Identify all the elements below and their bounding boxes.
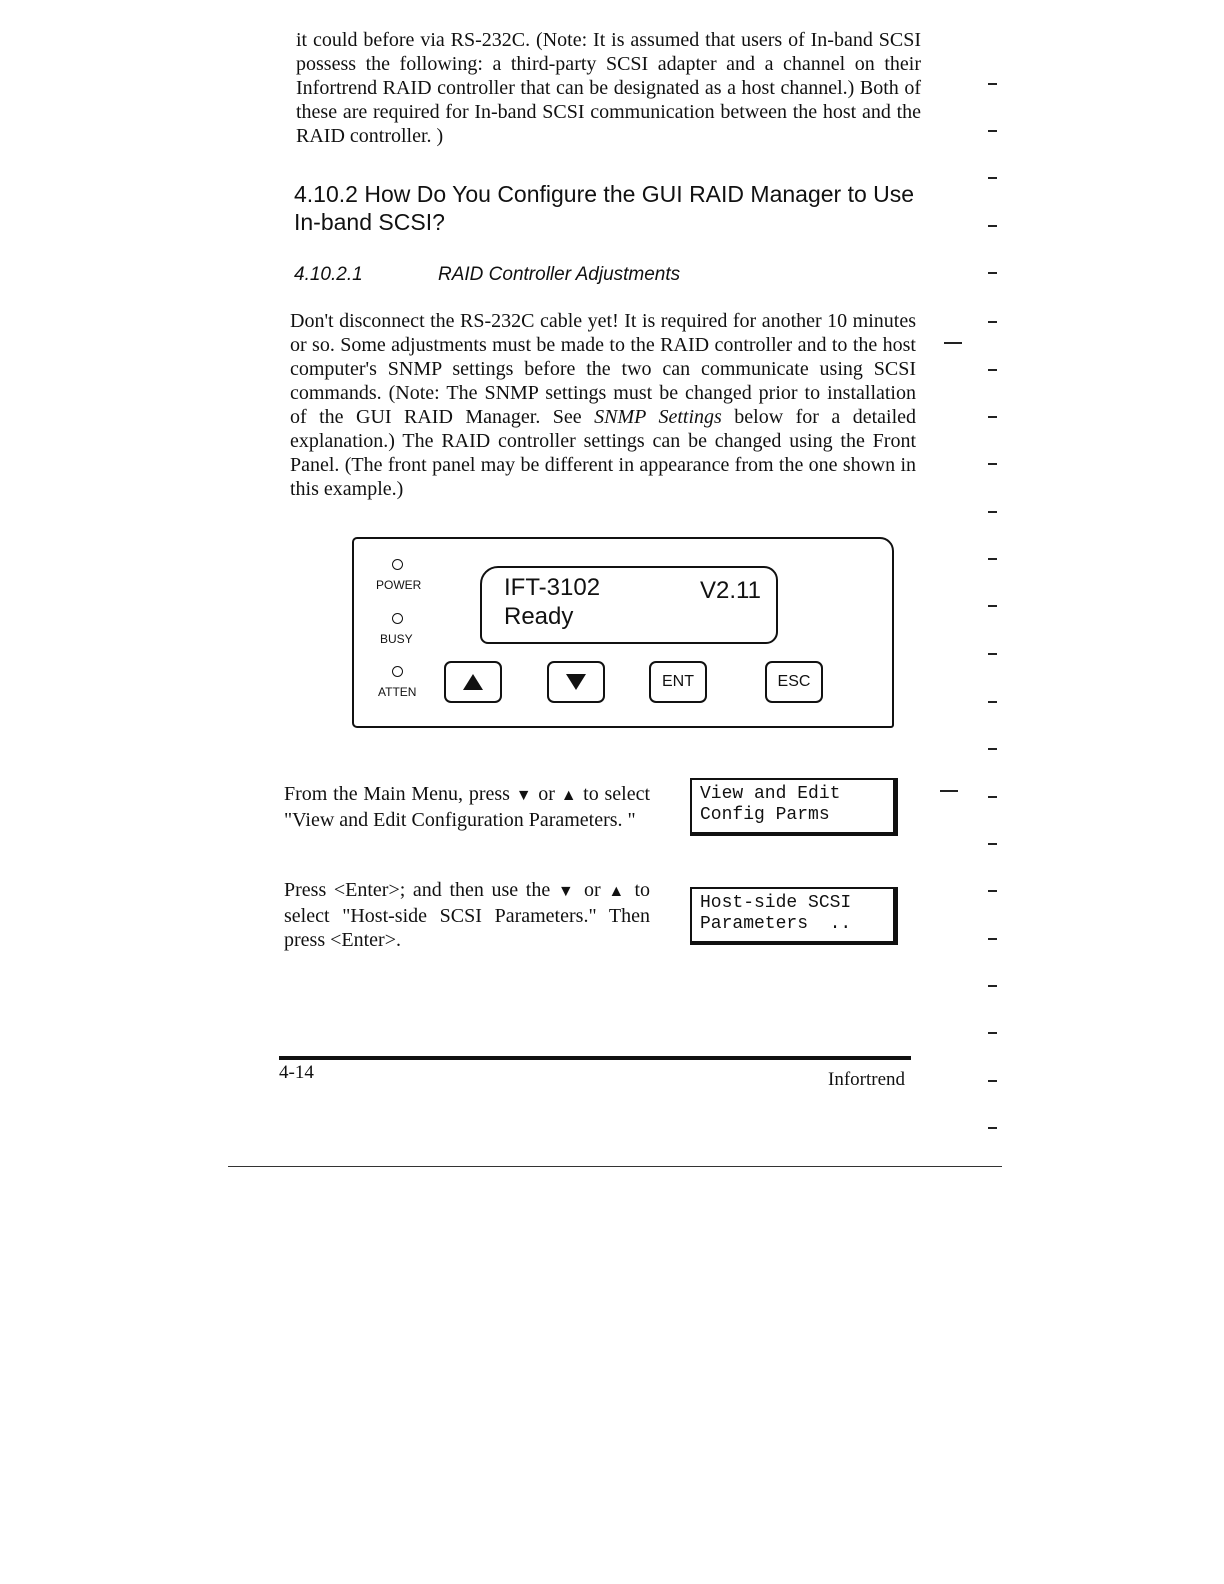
bottom-rule — [228, 1166, 1002, 1167]
lcd-version: V2.11 — [700, 577, 761, 604]
margin-mark — [988, 272, 997, 274]
main-paragraph-part1: Don't disconnect the RS-232C cable yet! It is required for another 10 minutes or so. Some adjustments must be made to the RAID controller and to the host computer's SNMP settings before the two can communicate using SCSI commands. (Note: The SNMP settings must be changed prior to installation of the GUI RAID Manager. See — [290, 310, 916, 428]
power-led — [392, 559, 403, 570]
margin-mark — [988, 511, 997, 513]
margin-mark — [988, 225, 997, 227]
footer-rule — [279, 1056, 911, 1060]
step1-text — [284, 782, 650, 832]
margin-mark — [988, 605, 997, 607]
snmp-settings-reference: SNMP Settings — [594, 406, 722, 428]
busy-label: BUSY — [380, 632, 413, 646]
step1-before: From the Main Menu, press — [284, 783, 510, 805]
down-arrow-icon: ▼ — [557, 883, 577, 900]
margin-mark — [940, 790, 958, 792]
margin-mark — [988, 985, 997, 987]
lcd-display — [480, 566, 778, 644]
step2-mid: or — [584, 879, 601, 901]
power-label: POWER — [376, 578, 422, 592]
subsection-number: 4.10.2.1 — [294, 264, 363, 285]
margin-mark — [988, 1080, 997, 1082]
margin-mark — [988, 938, 997, 940]
step2-text — [284, 878, 650, 952]
step1-mid: or — [538, 783, 555, 805]
down-arrow-icon: ▼ — [515, 787, 533, 804]
margin-mark — [988, 748, 997, 750]
main-paragraph — [290, 309, 916, 501]
margin-mark — [988, 321, 997, 323]
margin-mark — [988, 177, 997, 179]
margin-mark — [944, 342, 962, 344]
down-button[interactable] — [547, 661, 605, 703]
margin-mark — [988, 1032, 997, 1034]
ent-button[interactable]: ENT — [649, 661, 707, 703]
margin-mark — [988, 653, 997, 655]
up-arrow-icon: ▲ — [608, 883, 627, 900]
lcd-status: Ready — [504, 603, 574, 630]
margin-mark — [988, 843, 997, 845]
busy-led — [392, 613, 403, 624]
step2-after: to select "Host-side SCSI Parameters." Then press <Enter>. — [284, 879, 651, 951]
down-arrow-icon — [566, 674, 586, 690]
margin-mark — [988, 83, 997, 85]
margin-mark — [988, 558, 997, 560]
up-button[interactable] — [444, 661, 502, 703]
esc-button[interactable]: ESC — [765, 661, 823, 703]
margin-mark — [988, 796, 997, 798]
atten-led — [392, 666, 403, 677]
subsection-heading — [294, 264, 680, 286]
atten-label: ATTEN — [378, 685, 417, 699]
margin-mark — [988, 463, 997, 465]
footer-company: Infortrend — [828, 1069, 906, 1090]
page-number: 4-14 — [279, 1062, 314, 1083]
front-panel — [352, 537, 894, 728]
subsection-title: RAID Controller Adjustments — [438, 264, 681, 285]
intro-paragraph: it could before via RS-232C. (Note: It is assumed that users of In-band SCSI possess the following: a third-party SCSI adapter and a channel on their Infortrend RAID controller that can be designated as a host channel.) Both of these are required for In-band SCSI communication between the host and the RAID controller. ) — [296, 29, 921, 147]
up-arrow-icon: ▲ — [560, 787, 578, 804]
lcd-host-side-scsi: Host-side SCSI Parameters .. — [690, 887, 898, 945]
margin-mark — [988, 369, 997, 371]
margin-mark — [988, 416, 997, 418]
margin-mark — [988, 1127, 997, 1129]
main-paragraph-part2: below for a detailed explanation.) The RAID controller settings can be changed using the Front Panel. (The front panel may be different in appearance from the one shown in this example.) — [290, 406, 917, 500]
step2-before: Press <Enter>; and then use the — [284, 879, 551, 901]
margin-mark — [988, 701, 997, 703]
margin-mark — [988, 130, 997, 132]
margin-mark — [988, 890, 997, 892]
lcd-view-edit-config: View and Edit Config Parms — [690, 778, 898, 836]
section-heading: 4.10.2 How Do You Configure the GUI RAID Manager to Use In-band SCSI? — [294, 181, 915, 235]
lcd-model: IFT-3102 — [504, 574, 601, 601]
step1-after: to select "View and Edit Configuration Parameters. " — [284, 783, 651, 831]
up-arrow-icon — [463, 674, 483, 690]
